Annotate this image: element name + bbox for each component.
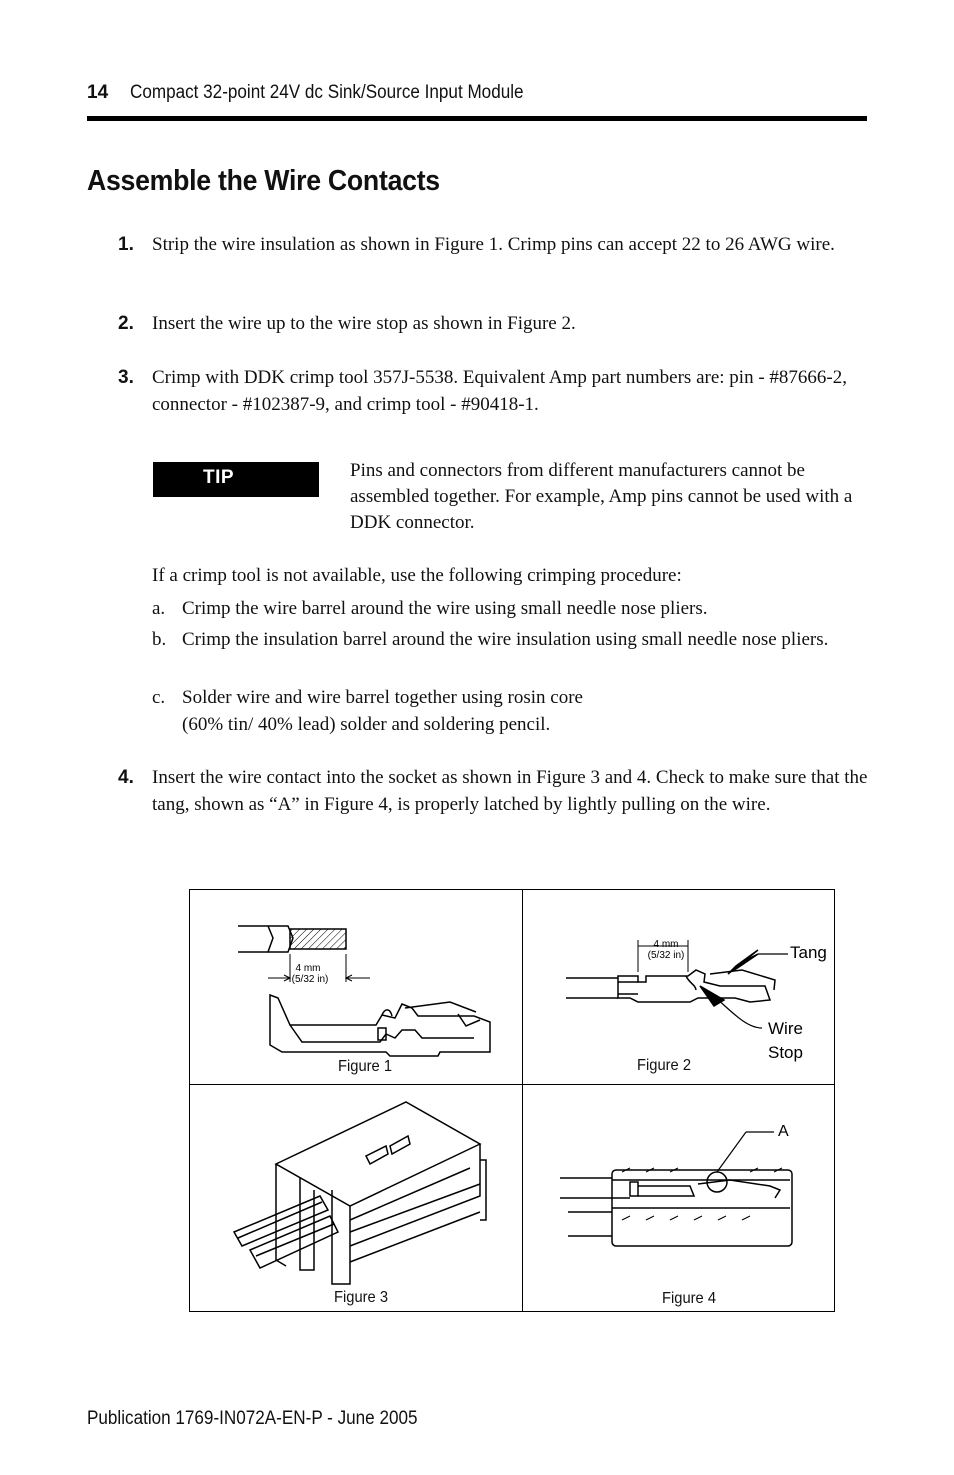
crimp-step-letter: a. xyxy=(152,598,166,619)
step-number: 2. xyxy=(118,313,134,334)
publication-footer: Publication 1769-IN072A-EN-P - June 2005 xyxy=(87,1408,418,1429)
step-text: Strip the wire insulation as shown in Figure 1. Crimp pins can accept 22 to 26 AWG wire. xyxy=(152,234,835,255)
figure-1-caption: Figure 1 xyxy=(338,1058,393,1075)
figure-1-drawing xyxy=(238,926,490,1056)
page-number: 14 xyxy=(87,82,109,103)
fig2-wire-stop-line1: Wire xyxy=(768,1019,803,1038)
crimp-intro: If a crimp tool is not available, use the following crimping procedure: xyxy=(152,565,682,586)
fig2-dim-mm: 4 mm xyxy=(653,939,679,950)
crimp-step-text: Crimp the insulation barrel around the wire insulation using small needle nose pliers. xyxy=(182,629,829,650)
crimp-step-text xyxy=(182,684,867,738)
step-text: Insert the wire contact into the socket as shown in Figure 3 and 4. Check to make sure that the tang, shown as “A” in Figure 4, is properly latched by lightly pulling on the wire. xyxy=(152,767,868,815)
header-title: Compact 32-point 24V dc Sink/Source Input Module xyxy=(130,82,524,103)
figure-table xyxy=(189,889,835,1312)
step-text: Crimp with DDK crimp tool 357J-5538. Equivalent Amp part numbers are: pin - #87666-2, connector - #102387-9, and crimp tool - #90418-1. xyxy=(152,367,847,415)
fig2-dim-in: (5/32 in) xyxy=(647,950,685,961)
tip-label-text: TIP xyxy=(203,467,235,488)
crimp-step-text-line2: (60% tin/ 40% lead) solder and soldering pencil. xyxy=(182,714,551,735)
figure-3-caption: Figure 3 xyxy=(334,1289,389,1306)
step-number: 3. xyxy=(118,367,134,388)
fig1-dim-mm: 4 mm xyxy=(295,963,321,974)
fig2-tang-label: Tang xyxy=(790,943,827,962)
figure-4-drawing xyxy=(560,1132,792,1246)
step-text: Insert the wire up to the wire stop as shown in Figure 2. xyxy=(152,313,576,334)
crimp-step-letter: b. xyxy=(152,629,167,650)
fig2-wire-stop-line2: Stop xyxy=(768,1043,803,1062)
fig4-a-label: A xyxy=(778,1123,789,1140)
section-title: Assemble the Wire Contacts xyxy=(87,165,440,197)
crimp-step-text-line1: Solder wire and wire barrel together using rosin core xyxy=(182,687,583,708)
step-number: 1. xyxy=(118,234,134,255)
crimp-step-text: Crimp the wire barrel around the wire using small needle nose pliers. xyxy=(182,598,708,619)
tip-text: Pins and connectors from different manufacturers cannot be assembled together. For example, Amp pins cannot be used with a DDK connector. xyxy=(350,460,853,533)
page-header xyxy=(87,82,867,106)
figure-illustrations xyxy=(190,890,836,1313)
figure-2-caption: Figure 2 xyxy=(637,1057,692,1074)
crimp-step-letter: c. xyxy=(152,687,166,708)
tip-label xyxy=(153,462,319,497)
fig1-dim-in: (5/32 in) xyxy=(291,974,329,985)
figure-3-drawing xyxy=(234,1102,486,1284)
step-number: 4. xyxy=(118,767,134,788)
figure-4-caption: Figure 4 xyxy=(662,1290,717,1307)
header-rule xyxy=(87,116,867,121)
